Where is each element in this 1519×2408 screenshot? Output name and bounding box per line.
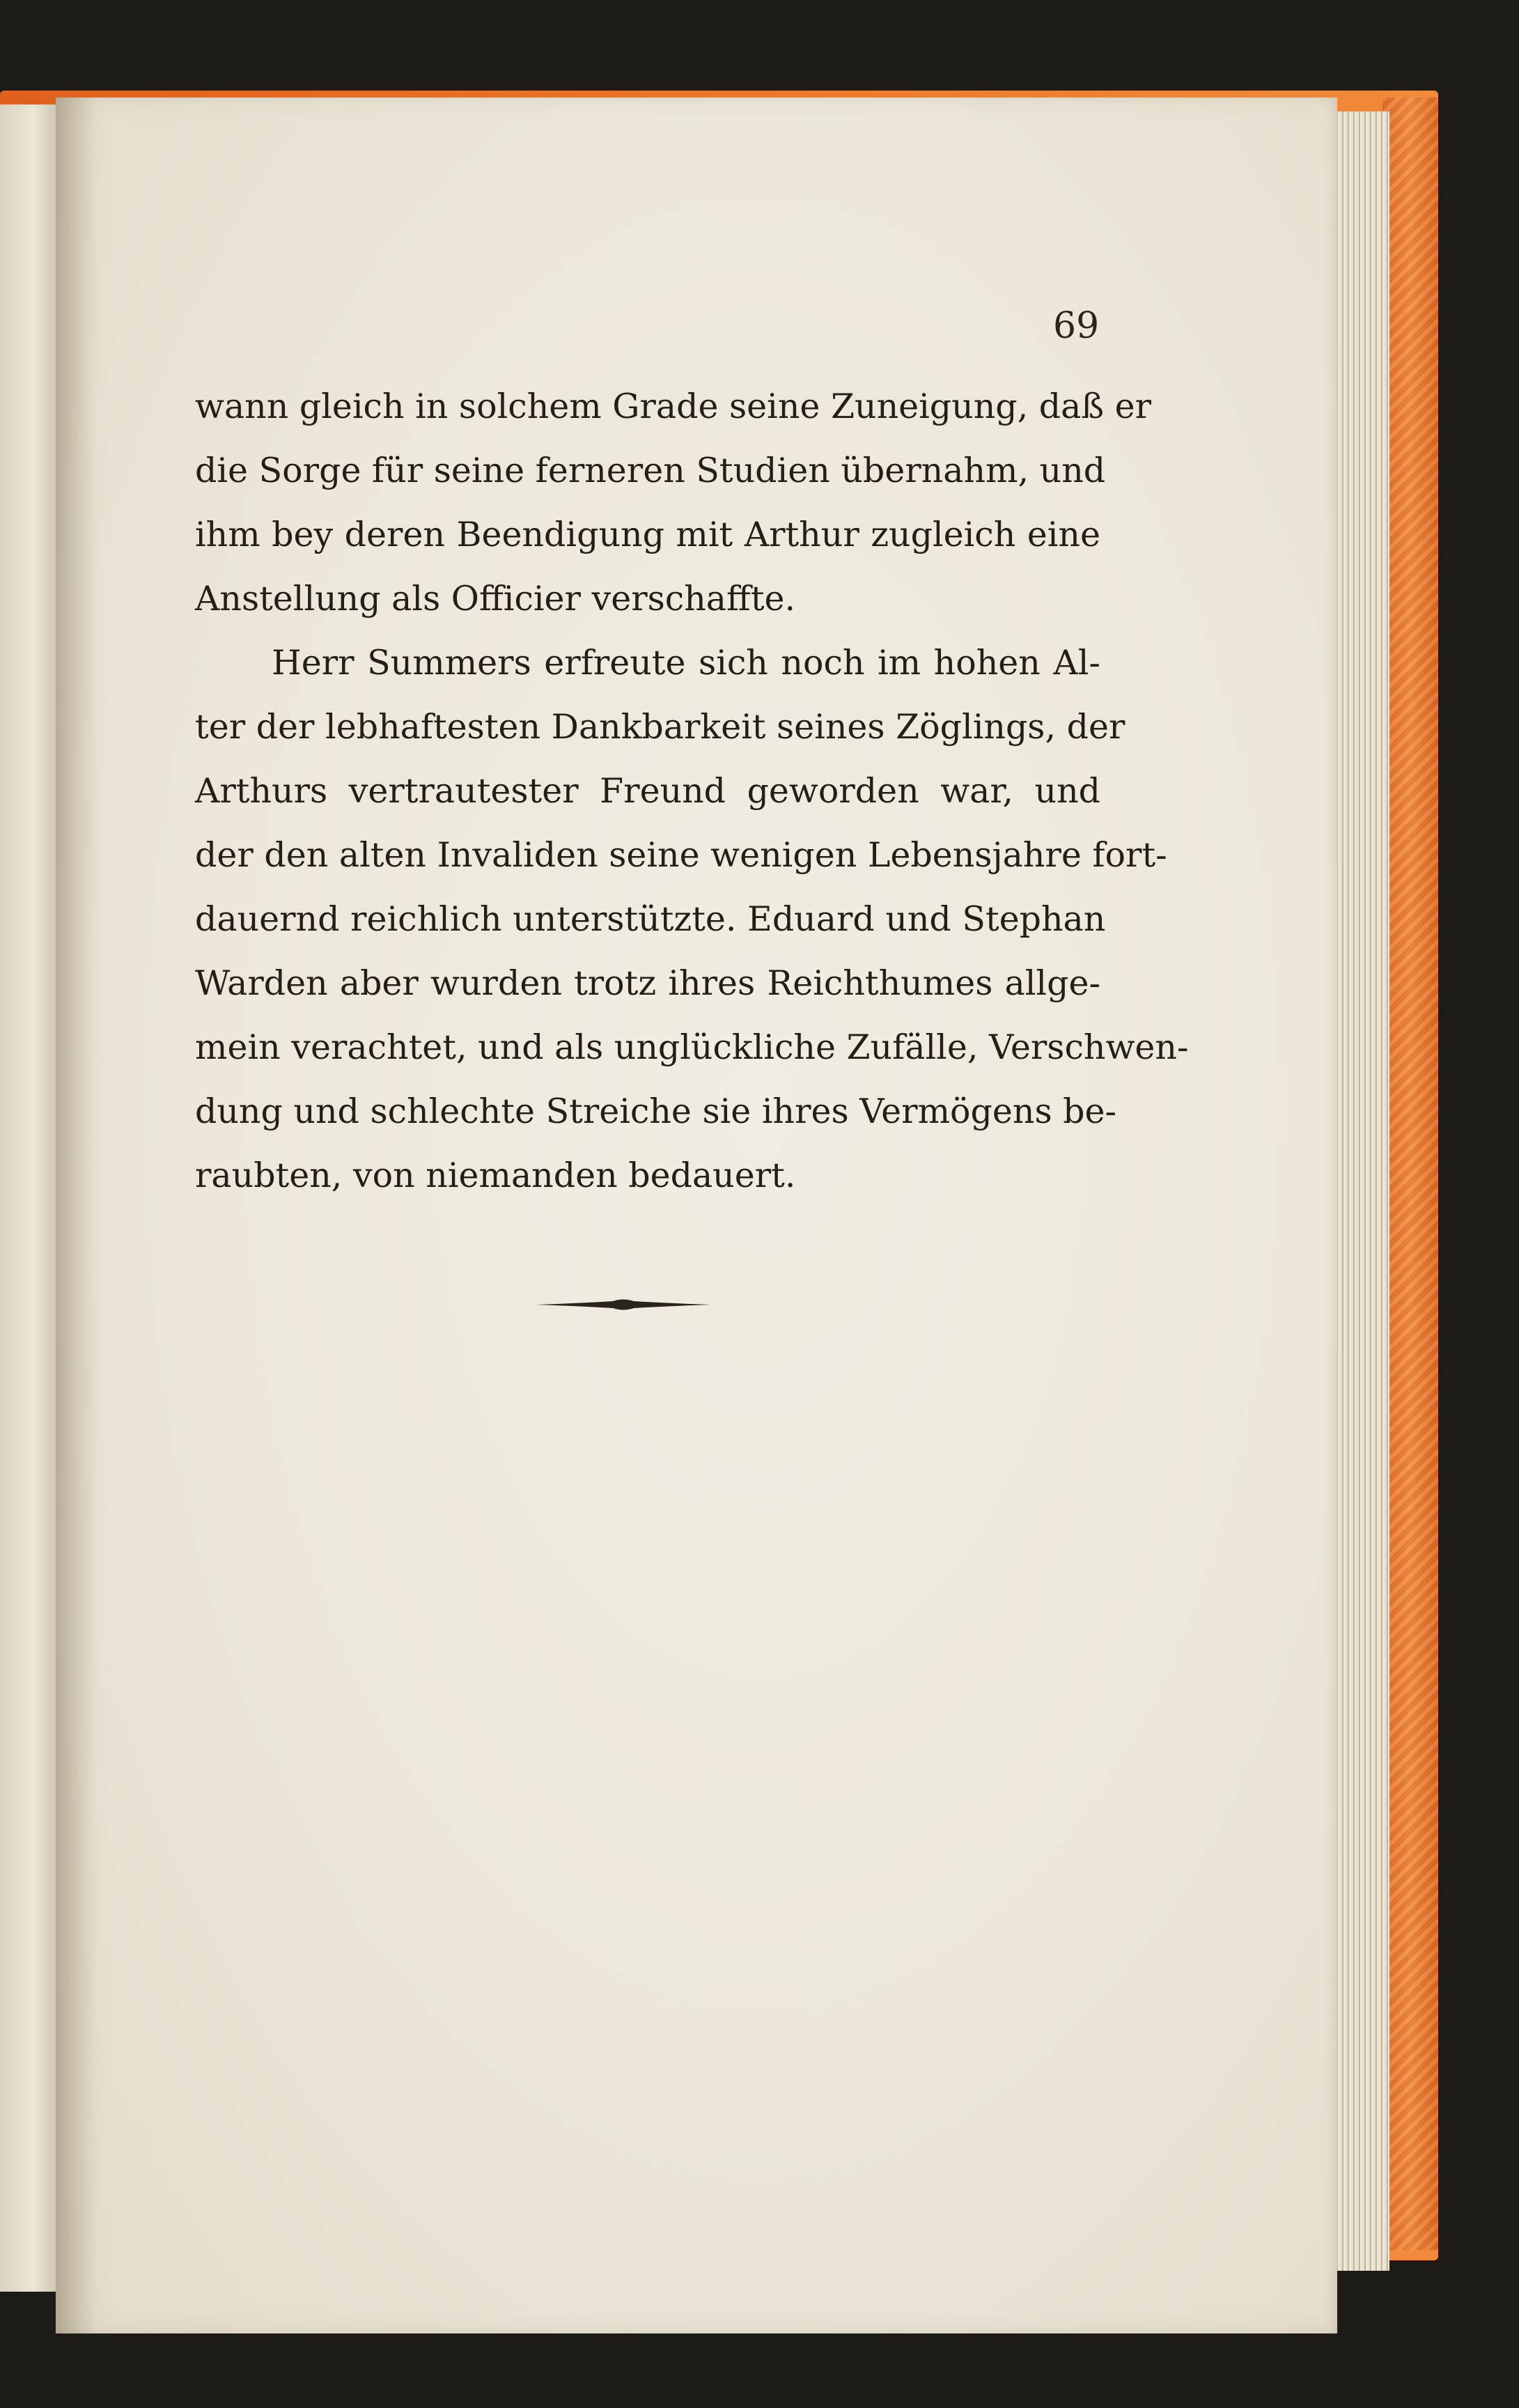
end-ornament-icon	[536, 1296, 710, 1314]
cover-edge	[1382, 98, 1438, 2250]
gutter-shadow	[56, 98, 98, 2333]
text-line: dung und schlechte Streiche sie ihres Vermögens be-	[195, 1092, 1117, 1131]
body-text	[195, 375, 1189, 1208]
text-line: die Sorge für seine ferneren Studien übernahm, und	[195, 451, 1106, 490]
page-number: 69	[1053, 305, 1100, 347]
text-line: ihm bey deren Beendigung mit Arthur zugleich eine	[195, 515, 1100, 554]
text-line: ter der lebhaftesten Dankbarkeit seines Zöglings, der	[195, 707, 1125, 747]
text-line: dauernd reichlich unterstützte. Eduard und Stephan	[195, 899, 1106, 939]
text-line: Herr Summers erfreute sich noch im hohen Al-	[272, 643, 1100, 683]
left-page-edge	[0, 104, 56, 2292]
text-line: wann gleich in solchem Grade seine Zuneigung, daß er	[195, 387, 1152, 426]
text-line: Warden aber wurden trotz ihres Reichthumes allge-	[195, 963, 1100, 1003]
text-line: mein verachtet, und als unglückliche Zufälle, Verschwen-	[195, 1027, 1189, 1067]
text-line: Arthurs vertrautester Freund geworden war, und	[195, 771, 1100, 811]
text-line: der den alten Invaliden seine wenigen Lebensjahre fort-	[195, 835, 1167, 875]
text-line: raubten, von niemanden bedauert.	[195, 1156, 796, 1195]
text-line: Anstellung als Officier verschaffte.	[195, 579, 796, 619]
